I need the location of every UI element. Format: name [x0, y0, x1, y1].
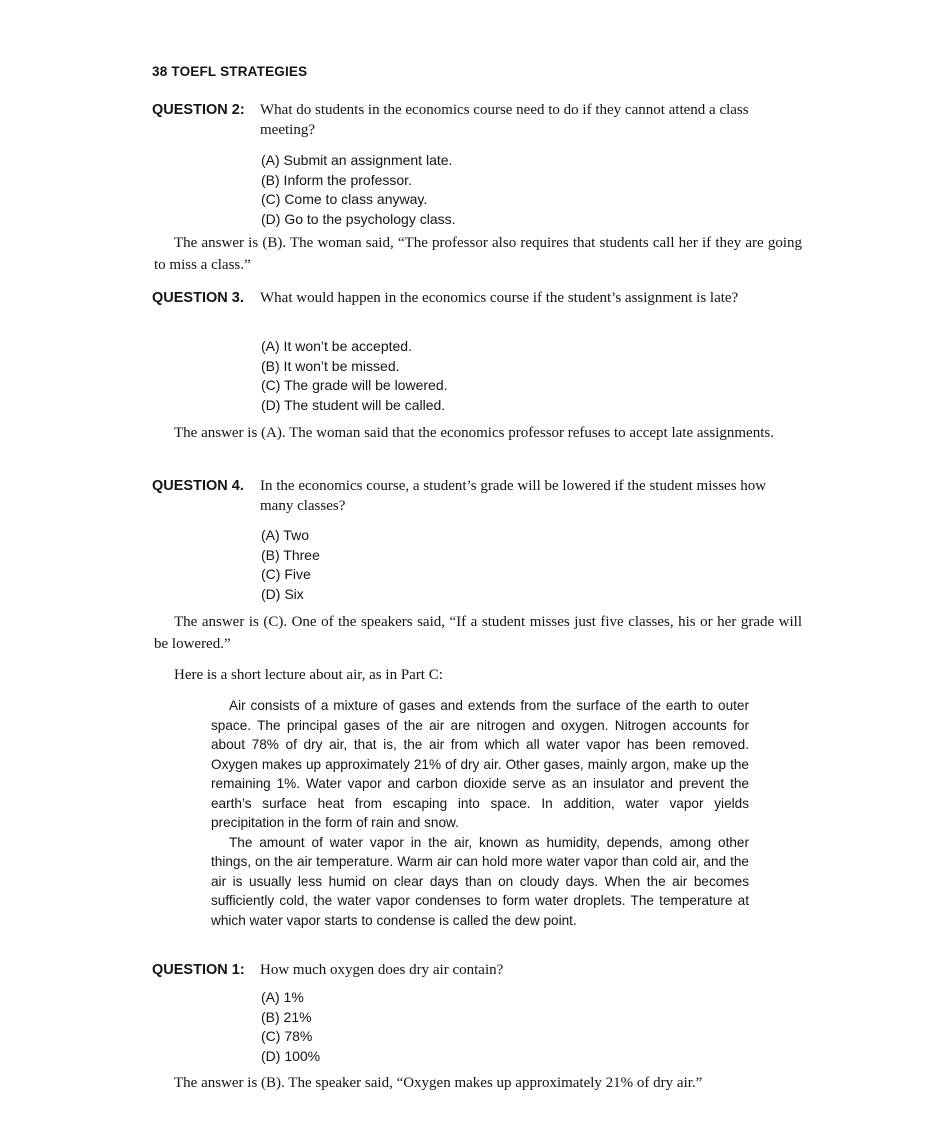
page-number: 38 — [152, 64, 168, 79]
question-label: QUESTION 4. — [152, 478, 244, 494]
option-c: (C) Five — [261, 566, 311, 583]
option-c: (C) Come to class anyway. — [261, 191, 428, 208]
option-b: (B) Inform the professor. — [261, 171, 412, 188]
question-text: What would happen in the economics course if the student’s assignment is late? — [260, 290, 739, 306]
question-3 — [152, 288, 802, 308]
lecture-paragraph: Air consists of a mixture of gases and extends from the surface of the earth to outer space. The principal gases of the air are nitrogen and oxygen. Nitrogen accounts for about 78% of dry air, that is, the air from which all water vapor has been removed. Oxygen makes up approximately 21% of dry air. Other gases, mainly argon, make up the remaining 1%. Water vapor and carbon dioxide serve as an insulator and prevent the earth’s surface heat from escaping into space. In addition, water vapor yields precipitation in the form of rain and snow. — [211, 698, 749, 830]
option-a: (A) 1% — [261, 989, 304, 1005]
option-b: (B) It won’t be missed. — [261, 357, 400, 374]
option-d: (D) Go to the psychology class. — [261, 211, 456, 228]
option-d: (D) 100% — [261, 1048, 321, 1065]
lecture-intro: Here is a short lecture about air, as in Part C: — [174, 667, 443, 683]
option-a: (A) It won’t be accepted. — [261, 338, 412, 354]
option-d: (D) Six — [261, 586, 304, 603]
question-1 — [152, 960, 802, 980]
option-b: (B) Three — [261, 546, 320, 563]
question-text: How much oxygen does dry air contain? — [260, 962, 504, 978]
answer-explanation: The answer is (A). The woman said that the economics professor refuses to accept late assignments. — [174, 425, 774, 441]
question-label: QUESTION 3. — [152, 290, 244, 306]
page-header — [152, 64, 307, 79]
question-label: QUESTION 1: — [152, 962, 245, 978]
lecture-paragraph: The amount of water vapor in the air, known as humidity, depends, among other things, on the air temperature. Warm air can hold more water vapor than cold air, and the air is usually less humid on clear days than on cloudy days. When the air becomes sufficiently cold, the water vapor condenses to form water droplets. The temperature at which water vapor starts to condense is called the dew point. — [211, 834, 749, 928]
running-title: TOEFL STRATEGIES — [171, 64, 308, 79]
answer-explanation: The answer is (B). The woman said, “The professor also requires that students call her if they are going to miss a class.” — [154, 235, 802, 273]
question-text: What do students in the economics course need to do if they cannot attend a class meeting? — [260, 102, 749, 138]
options-list — [261, 337, 448, 416]
option-b: (B) 21% — [261, 1008, 312, 1025]
option-c: (C) The grade will be lowered. — [261, 377, 448, 394]
options-list — [261, 988, 320, 1067]
answer-explanation: The answer is (C). One of the speakers said, “If a student misses just five classes, his or her grade will be lowered.” — [154, 614, 802, 652]
option-a: (A) Two — [261, 527, 309, 543]
question-label: QUESTION 2: — [152, 102, 245, 118]
answer-explanation: The answer is (B). The speaker said, “Oxygen makes up approximately 21% of dry air.” — [174, 1075, 703, 1091]
options-list — [261, 151, 456, 230]
question-text: In the economics course, a student’s grade will be lowered if the student misses how many classes? — [260, 478, 767, 514]
option-d: (D) The student will be called. — [261, 397, 446, 414]
lecture-text — [211, 696, 749, 930]
question-2 — [152, 100, 802, 140]
question-4 — [152, 476, 802, 516]
option-a: (A) Submit an assignment late. — [261, 152, 453, 168]
options-list — [261, 526, 320, 605]
option-c: (C) 78% — [261, 1028, 313, 1045]
